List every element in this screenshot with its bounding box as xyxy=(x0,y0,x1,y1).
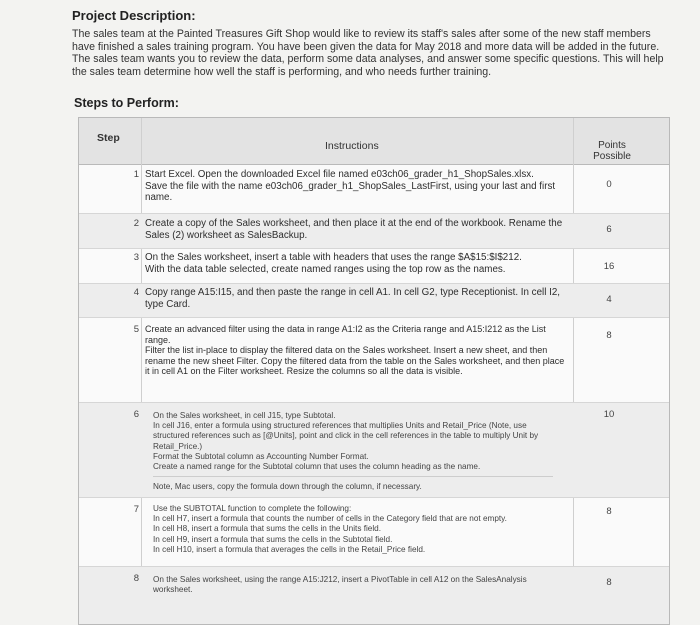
divider xyxy=(153,476,553,477)
step-instructions xyxy=(145,169,565,204)
header-step: Step xyxy=(97,132,120,144)
instruction-line: Create an advanced filter using the data in range A1:I2 as the Criteria range and A15:I212 as the List range. xyxy=(145,324,546,345)
table-row xyxy=(79,165,669,214)
header-points: Points Possible xyxy=(593,140,631,162)
instruction-line: On the Sales worksheet, insert a table with headers that uses the range $A$15:$I$212. xyxy=(145,252,522,263)
steps-heading: Steps to Perform: xyxy=(74,96,179,110)
table-row xyxy=(79,403,669,498)
step-instructions xyxy=(153,411,553,492)
instruction-line: With the data table selected, create named ranges using the top row as the names. xyxy=(145,263,506,275)
header-instructions: Instructions xyxy=(325,140,379,152)
step-points: 0 xyxy=(606,179,612,190)
table-row xyxy=(79,498,669,567)
step-points: 4 xyxy=(606,294,612,305)
instruction-line: Format the Subtotal column as Accounting Number Format. xyxy=(153,451,369,461)
instruction-line: Create a copy of the Sales worksheet, and then place it at the end of the workbook. Rename the Sales (2) worksheet as SalesBackup. xyxy=(145,218,563,241)
instruction-line: In cell H8, insert a formula that sums the cells in the Units field. xyxy=(153,524,381,534)
instruction-line: Create a named range for the Subtotal column that uses the column heading as the name. xyxy=(153,462,481,472)
step-points: 6 xyxy=(606,224,612,235)
step-number: 6 xyxy=(133,409,139,420)
table-row xyxy=(79,284,669,318)
steps-table xyxy=(78,117,670,625)
step-number: 2 xyxy=(133,218,139,229)
table-row xyxy=(79,214,669,249)
step-points: 8 xyxy=(606,506,612,517)
instruction-line: In cell H10, insert a formula that averages the cells in the Retail_Price field. xyxy=(153,544,426,554)
table-header-row xyxy=(79,118,669,165)
instruction-line: Start Excel. Open the downloaded Excel file named e03ch06_grader_h1_ShopSales.xlsx. xyxy=(145,169,534,180)
instruction-line: On the Sales worksheet, in cell J15, type Subtotal. xyxy=(153,411,336,420)
instruction-line: In cell J16, enter a formula using structured references that multiplies Units and Retail_Price (Note, use structured references such as [@Units], point and click in the cell references in the table to multiply Unit by Retail_Price.) xyxy=(153,421,539,451)
project-title: Project Description: xyxy=(72,8,196,23)
instruction-line: In cell H7, insert a formula that counts the number of cells in the Category field that are not empty. xyxy=(153,514,507,524)
step-number: 4 xyxy=(133,287,139,298)
instruction-line: Note, Mac users, copy the formula down through the column, if necessary. xyxy=(153,482,422,492)
step-points: 8 xyxy=(606,577,612,588)
step-number: 7 xyxy=(133,504,139,515)
instruction-line: On the Sales worksheet, using the range A15:J212, insert a PivotTable in cell A12 on the SalesAnalysis worksheet. xyxy=(153,575,527,595)
instruction-line: Filter the list in-place to display the filtered data on the Sales worksheet. Insert a new sheet, and then rename the new sheet Filter. Copy the filtered data from the table on the Sales worksheet, and then place it in cell A1 on the Filter worksheet. Resize the columns so all the data is visible. xyxy=(145,345,565,377)
step-number: 8 xyxy=(133,573,139,584)
step-instructions xyxy=(145,324,565,377)
step-instructions xyxy=(145,287,565,310)
step-points: 10 xyxy=(603,409,615,420)
step-number: 5 xyxy=(133,324,139,335)
instruction-line: In cell H9, insert a formula that sums the cells in the Subtotal field. xyxy=(153,534,393,544)
table-row xyxy=(79,567,669,624)
step-instructions xyxy=(145,218,565,241)
table-row xyxy=(79,318,669,403)
table-row xyxy=(79,249,669,284)
step-instructions xyxy=(153,575,553,595)
instruction-line: Copy range A15:I15, and then paste the range in cell A1. In cell G2, type Receptionist. In cell I2, type Card. xyxy=(145,287,560,310)
step-instructions xyxy=(153,504,553,555)
step-points: 8 xyxy=(606,330,612,341)
instruction-line: Save the file with the name e03ch06_grader_h1_ShopSales_LastFirst, using your last and first name. xyxy=(145,180,556,204)
step-number: 3 xyxy=(133,252,139,263)
step-instructions xyxy=(145,252,565,275)
step-number: 1 xyxy=(133,169,139,180)
instruction-line: Use the SUBTOTAL function to complete the following: xyxy=(153,504,352,513)
project-description: The sales team at the Painted Treasures Gift Shop would like to review its staff's sales after some of the new staff members have finished a sales training program. You have been given the data for May 2018 and more data will be added in the future. The sales team wants you to review the data, perform some data analyses, and answer some specific questions. This will help the sales team determine how well the staff is performing, and who needs further training. xyxy=(72,28,664,78)
step-points: 16 xyxy=(603,261,615,272)
